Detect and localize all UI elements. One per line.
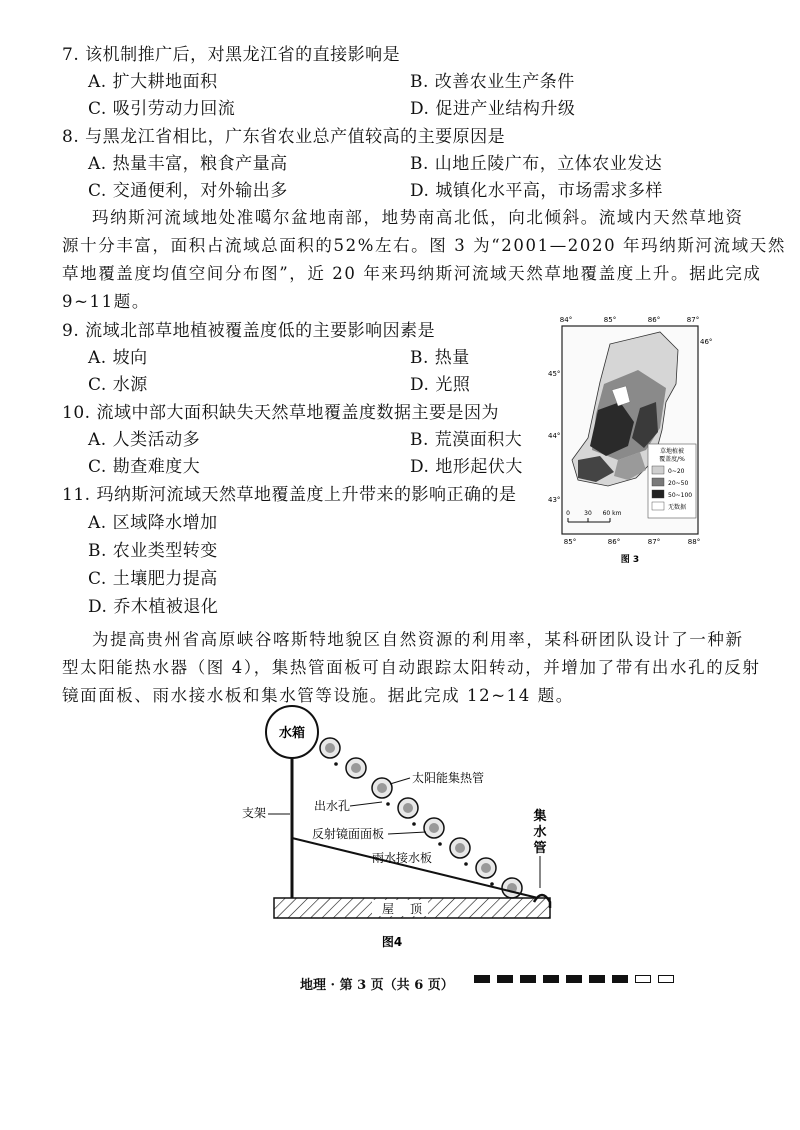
legend-title-1: 草地植被: [659, 448, 685, 455]
footer-block: [612, 975, 628, 983]
roof-label-2: 顶: [409, 902, 423, 916]
roof-label-1: 屋: [381, 902, 395, 916]
legend-swatch-2: [652, 490, 664, 498]
scale-label-60: 60 km: [602, 510, 622, 517]
scale-label-0: 0: [566, 510, 570, 517]
q8-option-a: A. 热量丰富，粮食产量高: [88, 154, 288, 174]
map-legend: [648, 444, 696, 518]
figure-3-caption: 图 3: [620, 555, 640, 565]
lat-left-43: 43°: [548, 496, 561, 504]
q7-option-c: C. 吸引劳动力回流: [88, 99, 236, 119]
legend-swatch-1: [652, 478, 664, 486]
lon-top-84: 84°: [559, 316, 573, 324]
q9-option-b: B. 热量: [410, 348, 470, 368]
legend-swatch-0: [652, 466, 664, 474]
legend-swatch-3: [652, 502, 664, 510]
legend-title-2: 覆盖度/%: [659, 456, 685, 463]
rain-board-label: 雨水接水板: [372, 851, 433, 865]
footer-block: [543, 975, 559, 983]
collector-label: 太阳能集热管: [412, 771, 485, 785]
page-footer: 地理 · 第 3 页（共 6 页）: [300, 978, 454, 993]
footer-block: [566, 975, 582, 983]
q10-option-b: B. 荒漠面积大: [410, 430, 523, 450]
legend-label-2: 50~100: [668, 492, 693, 499]
footer-block: [474, 975, 490, 983]
outlet-pointer: [350, 802, 382, 806]
scale-label-30: 30: [584, 510, 592, 517]
passage2-line-3: 镜面面板、雨水接水板和集水管等设施。据此完成 12~14 题。: [62, 686, 574, 705]
stand-label: 支架: [242, 806, 267, 820]
footer-block: [520, 975, 536, 983]
q8-option-d: D. 城镇化水平高，市场需求多样: [410, 181, 663, 201]
q9-stem: 9. 流域北部草地植被覆盖度低的主要影响因素是: [62, 321, 436, 341]
footer-block-empty: [635, 975, 651, 983]
lon-top-87: 87°: [686, 316, 700, 324]
q9-option-d: D. 光照: [410, 375, 471, 395]
figure-3-map: [548, 310, 713, 580]
q11-option-c: C. 土壤肥力提高: [88, 569, 218, 589]
passage1-line-2: 源十分丰富，面积占流域总面积的52%左右。图 3 为“2001—2020 年玛纳斯河流域天然: [62, 236, 786, 255]
passage2-line-1: 为提高贵州省高原峡谷喀斯特地貌区自然资源的利用率，某科研团队设计了一种新: [92, 630, 744, 649]
passage1-line-3: 草地覆盖度均值空间分布图”，近 20 年来玛纳斯河流域天然草地覆盖度上升。据此完成: [62, 264, 762, 283]
passage2-line-2: 型太阳能热水器（图 4），集热管面板可自动跟踪太阳转动，并增加了带有出水孔的反射: [62, 658, 761, 677]
lon-bottom-87: 87°: [647, 538, 661, 546]
legend-label-3: 无数据: [668, 504, 687, 511]
q8-stem: 8. 与黑龙江省相比，广东省农业总产值较高的主要原因是: [62, 127, 506, 147]
mirror-pointer: [388, 832, 426, 834]
q7-option-a: A. 扩大耕地面积: [88, 72, 218, 92]
lon-top-85: 85°: [603, 316, 617, 324]
lat-left-45: 45°: [548, 370, 561, 378]
lat-left-44: 44°: [548, 432, 561, 440]
gutter-label-1: 集: [533, 809, 547, 824]
q10-option-a: A. 人类活动多: [88, 430, 201, 450]
footer-block: [497, 975, 513, 983]
collector-tubes: [320, 738, 522, 898]
legend-label-0: 0~20: [668, 468, 685, 475]
gutter-label-3: 管: [533, 841, 547, 856]
q9-option-a: A. 坡向: [88, 348, 148, 368]
q7-option-d: D. 促进产业结构升级: [410, 99, 576, 119]
lat-right-46: 46°: [700, 338, 713, 346]
q8-option-b: B. 山地丘陵广布，立体农业发达: [410, 154, 663, 174]
footer-block-empty: [658, 975, 674, 983]
outlet-label: 出水孔: [314, 799, 351, 813]
q10-option-c: C. 勘查难度大: [88, 457, 201, 477]
lon-top-86: 86°: [647, 316, 661, 324]
water-tank-label: 水箱: [278, 726, 306, 741]
lon-bottom-86: 86°: [607, 538, 621, 546]
q7-option-b: B. 改善农业生产条件: [410, 72, 575, 92]
footer-block: [589, 975, 605, 983]
rain-board: [292, 838, 538, 898]
lon-bottom-88: 88°: [687, 538, 701, 546]
q9-option-c: C. 水源: [88, 375, 148, 395]
q8-option-c: C. 交通便利，对外输出多: [88, 181, 288, 201]
collector-pointer: [390, 778, 410, 784]
q10-stem: 10. 流域中部大面积缺失天然草地覆盖度数据主要是因为: [62, 403, 499, 423]
figure-4-diagram: [232, 702, 572, 962]
mirror-label: 反射镜面面板: [312, 827, 385, 841]
q11-option-a: A. 区域降水增加: [88, 513, 218, 533]
lon-bottom-85: 85°: [563, 538, 577, 546]
q11-stem: 11. 玛纳斯河流域天然草地覆盖度上升带来的影响正确的是: [62, 485, 517, 505]
q10-option-d: D. 地形起伏大: [410, 457, 523, 477]
q11-option-b: B. 农业类型转变: [88, 541, 218, 561]
passage1-line-1: 玛纳斯河流域地处准噶尔盆地南部，地势南高北低，向北倾斜。流域内天然草地资: [92, 208, 744, 227]
figure-4-caption: 图4: [381, 935, 403, 949]
q11-option-d: D. 乔木植被退化: [88, 597, 219, 617]
footer-blocks: [474, 975, 674, 983]
passage1-line-4: 9~11题。: [62, 292, 150, 311]
gutter-label-2: 水: [533, 825, 547, 840]
q7-stem: 7. 该机制推广后，对黑龙江省的直接影响是: [62, 45, 401, 65]
legend-label-1: 20~50: [668, 480, 689, 487]
